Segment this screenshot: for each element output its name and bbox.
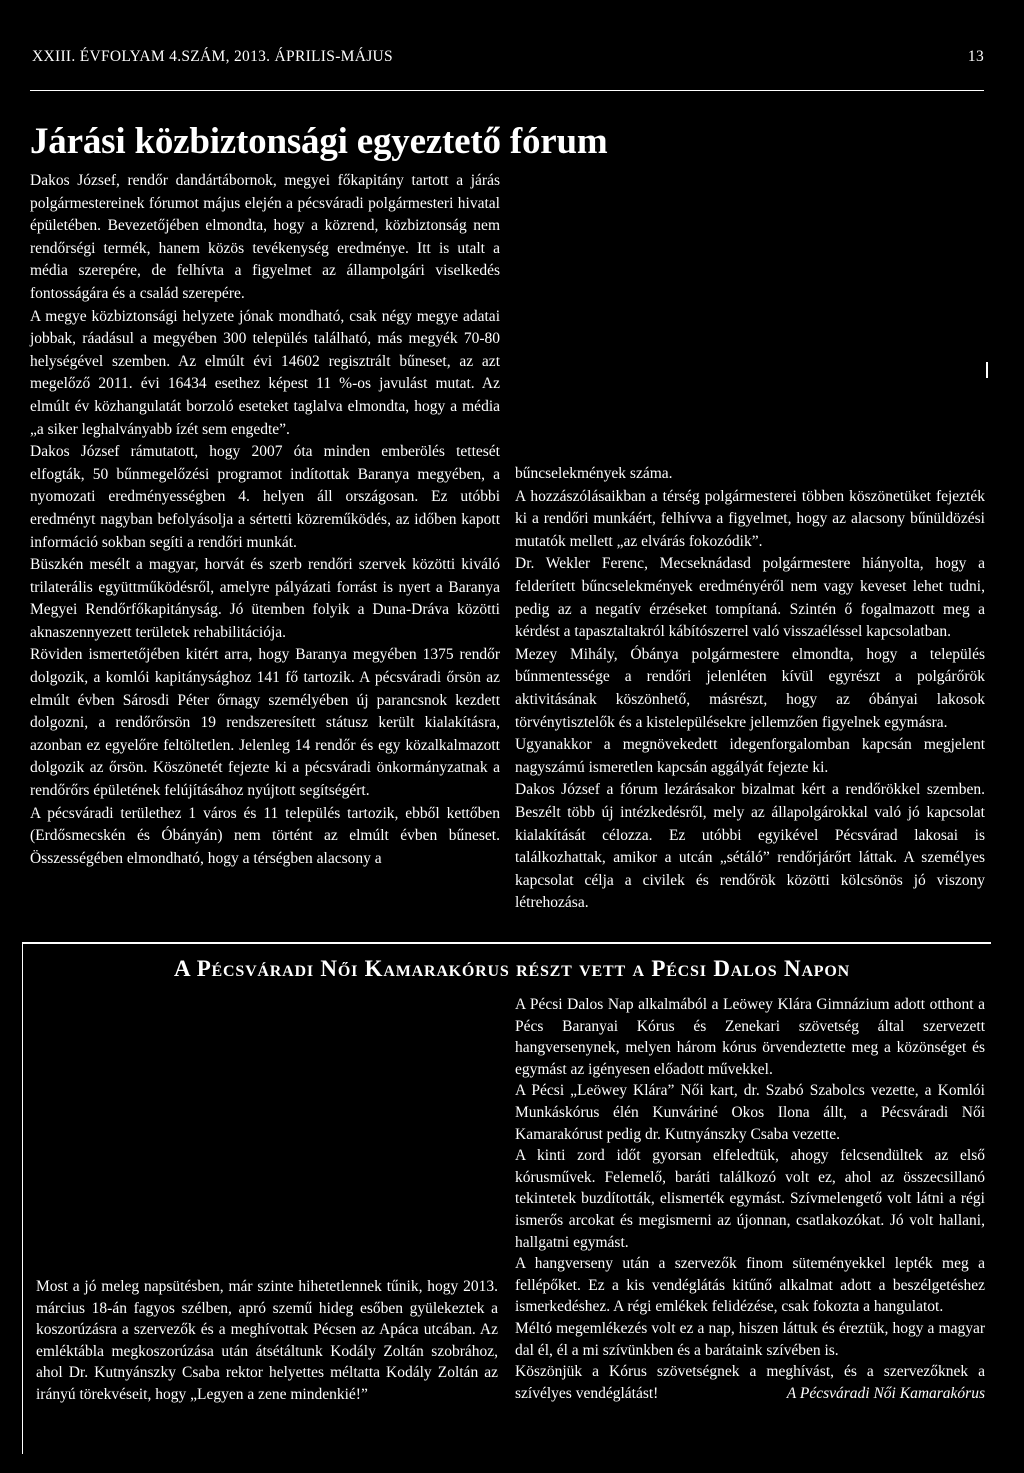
issue-info: XXIII. ÉVFOLYAM 4.SZÁM, 2013. ÁPRILIS-MÁJUS [32,48,393,65]
article-title: Járási közbiztonsági egyeztető fórum [30,121,608,162]
choir-article-right-column [515,994,985,1404]
margin-mark [986,362,988,378]
paragraph: Most a jó meleg napsütésben, már szinte hihetetlennek tűnik, hogy 2013. március 18-án fagyos szélben, apró szemű hideg esőben gyülekeztek a koszorúzásra a szervezők és a meghívottak Pécsen az Apáca utcában. Az emléktábla megkoszorúzása után átsétáltunk Kodály Zoltán szobrához, ahol Dr. Kutnyánszky Csaba rektor helyettes méltatta Kodály Zoltán az irányú törekvéseit, hogy „Legyen a zene mindenkié!” [36,1278,498,1403]
choir-article-left-column [36,1276,498,1406]
paragraph: A kinti zord időt gyorsan elfeledtük, ahogy felcsendültek az első kórusművek. Felemelő, baráti találkozó volt ez, ahol az összecsillanó tekintetek buzdították, elismerték egymást. Szívmelengető volt látni a régi ismerős arcokat és megismerni az újonnan, csatlakozókat. Jó volt hallani, hallgatni egymást. [515,1147,985,1251]
paragraph: bűncselekmények száma. [515,465,673,482]
closing-text: Köszönjük a Kórus szövetségnek a meghívást, és a szervezőknek a szívélyes vendéglátást! [515,1363,985,1402]
paragraph: Mezey Mihály, Óbánya polgármestere elmondta, hogy a település bűnmentessége a rendőri jelenléten kívül egyrészt a polgárőrök aktivitásának köszönhető, másrészt, hogy az óbányai lakosok törvénytisztelők és a kistelepülésekre jellemzően figyelnek egymásra. [515,645,985,731]
paragraph: A Pécsi Dalos Nap alkalmából a Leöwey Klára Gimnázium adott otthont a Pécs Baranyai Kórus és Zenekari szövetség által szervezett hangversenynek, melyen három kórus örvendeztette meg a közönséget és egymást az igényesen előadott művekkel. [515,996,985,1078]
paragraph: A hozzászólásaikban a térség polgármesterei többen köszönetüket fejezték ki a rendőri munkáért, felhívva a figyelmet, hogy az alacsony bűnüldözési mutatók mellett „az elvárás fokozódik”. [515,487,985,550]
paragraph: Ugyanakkor a megnövekedett idegenforgalomban kapcsán megjelent nagyszámú ismeretlen kapcsán aggályát fejezte ki. [515,736,985,776]
paragraph: Dakos József rámutatott, hogy 2007 óta minden emberölés tettesét elfogták, 50 bűnmegelőzési programot indítottak Baranya megyében, a nyomozati eredményességben 4. helyen áll országosan. Ez utóbbi eredményt nagyban befolyásolja a sértetti közreműködés, az időben kapott információ sokban segíti a rendőri munkát. [30,443,500,551]
paragraph: A hangverseny után a szervezők finom süteményekkel lepték meg a fellépőket. Ez a kis vendéglátás kitűnő alkalmat adott a beszélgetéshez ismerkedéshez. A régi emlékek felidézése, csak fokozta a hangulatot. [515,1255,985,1316]
signature: A Pécsváradi Női Kamarakórus [786,1384,985,1402]
paragraph: Dakos József a fórum lezárásakor bizalmat kért a rendőrökkel szemben. Beszélt több új intézkedésről, mely az állapolgárokkal való jó kapcsolat kialakítását célozza. Ez utóbbi egyikével Pécsvárad lakosai is találkozhattak, amikor a utcán „sétáló” rendőrjárőrt láttak. A személyes kapcsolat célja a civilek és rendőrök közötti kölcsönös jó viszony létrehozása. [515,781,985,912]
paragraph: A megye közbiztonsági helyzete jónak mondható, csak négy megye adatai jobbak, ráadásul a megyében 300 település található, más megyék 70-80 helységével szemben. Az elmúlt évi 14602 regisztrált bűneset, az azt megelőző 2011. évi 16434 esethez képest 11 %-os javulást mutat. Az elmúlt év közhangulatát borzoló eseteket taglalva elmondta, hogy a média „a siker leghalványabb ízét sem engedte”. [30,307,500,438]
article-right-column [515,463,985,915]
paragraph: Méltó megemlékezés volt ez a nap, hiszen láttuk és éreztük, hogy a magyar dal él, él a mi szívünkben és a barátaink szívében is. [515,1319,985,1359]
header-divider [30,90,984,91]
paragraph: Büszkén mesélt a magyar, horvát és szerb rendőri szervek közötti kiváló trilaterális együttműködésről, amelyre pályázati forrást is nyert a Baranya Megyei Rendőrfőkapitányság. Jó ütemben folyik a Duna-Dráva közötti aknaszennyezett területek rehabilitációja. [30,556,500,641]
paragraph: Dakos József, rendőr dandártábornok, megyei főkapitány tartott a járás polgármestereinek fórumot május elején a pécsváradi polgármesteri hivatal épületében. Bevezetőjében elmondta, hogy a közrend, közbiztonság nem rendőrségi termék, hanem közös tevékenység eredménye. Itt is utalt a média szerepére, de felhívta a figyelmet az állampolgári viselkedés fontosságára és a család szerepére. [30,172,500,302]
paragraph: A pécsváradi területhez 1 város és 11 település tartozik, ebből kettőben (Erdősmecskén és Óbányán) nem történt az elmúlt évben bűneset. Összességében elmondható, hogy a térségben alacsony a [30,804,500,867]
paragraph: Röviden ismertetőjében kitért arra, hogy Baranya megyében 1375 rendőr dolgozik, a komlói kapitánysághoz 141 fő tartozik. A pécsváradi őrsön az elmúlt évben Sárosdi Péter őrnagy személyében új parancsnok kezdett dolgozni, a rendőrőrsön 19 rendszeresített státusz került kialakításra, azonban ez egyelőre feltöltetlen. Jelenleg 14 rendőr és egy közalkalmazott dolgozik az őrsön. Köszönetét fejezte ki a pécsváradi önkormányzatnak a rendőrőrs épületének felújításához nyújtott segítségért. [30,646,500,800]
choir-article-title: A Pécsváradi Női Kamarakórus részt vett a Pécsi Dalos Napon [174,956,850,981]
article-left-column [30,170,500,870]
running-header [32,48,984,66]
paragraph-with-signature [515,1361,985,1404]
paragraph: A Pécsi „Leöwey Klára” Női kart, dr. Szabó Szabolcs vezette, a Komlói Munkáskórus élén Kunváriné Okos Ilona állt, a Pécsváradi Női Kamarakórust pedig dr. Kutnyánszky Csaba vezette. [515,1082,985,1143]
page-number: 13 [967,48,984,65]
paragraph: Dr. Wekler Ferenc, Mecseknádasd polgármestere hiányolta, hogy a felderített bűncselekmények eredményéről nem vagy keveset lehet tudni, pedig az a negatív érzéseket tompítaná. Szintén ő fogalmazott meg a kérdést a tapasztaltakról kábítószerrel való visszaéléssel kapcsolatban. [515,555,985,641]
